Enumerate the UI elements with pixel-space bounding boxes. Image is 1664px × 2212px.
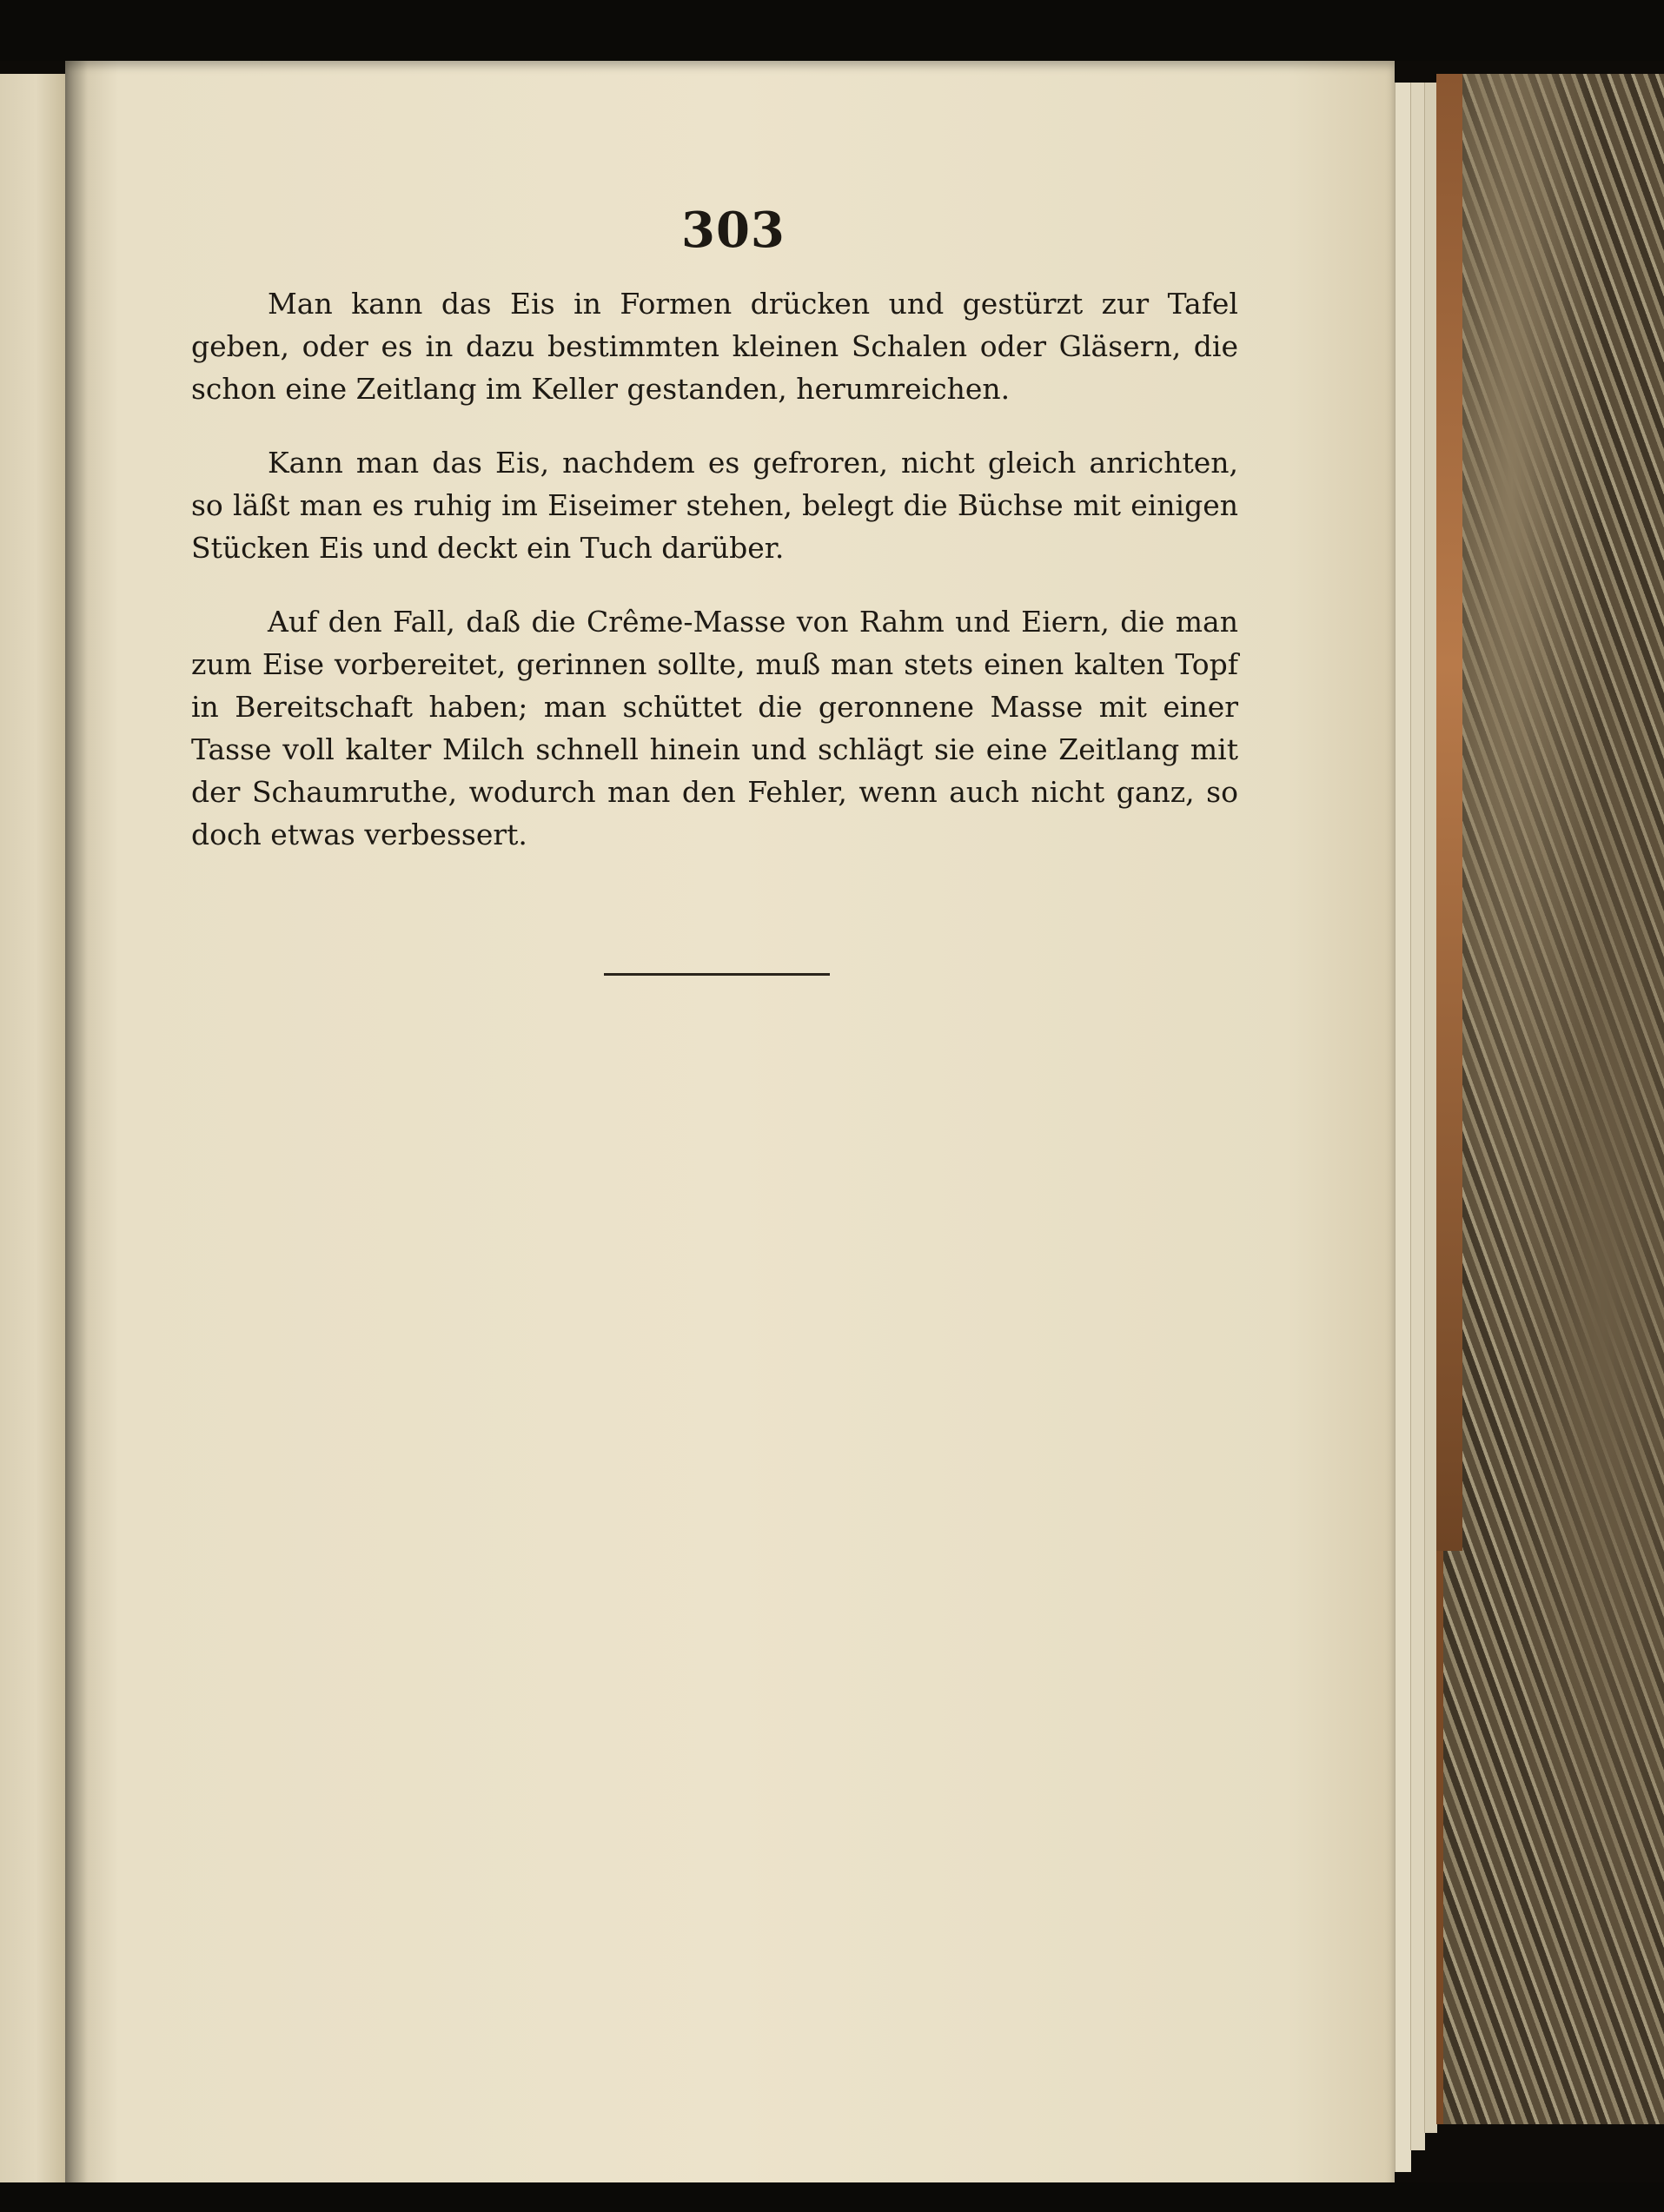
paragraph: Kann man das Eis, nachdem es gefroren, nicht gleich anrichten, so läßt man es ruhig im Eiseimer stehen, belegt die Büchse mit einigen Stücken Eis und deckt ein Tuch darüber.	[191, 446, 1238, 565]
page-number: 303	[681, 202, 786, 259]
leather-spine-strip	[1436, 74, 1462, 1551]
scan-background-bottom	[0, 2182, 1664, 2212]
page-body-text	[191, 282, 1238, 887]
paragraph: Man kann das Eis in Formen drücken und gestürzt zur Tafel geben, oder es in dazu bestimmten kleinen Schalen oder Gläsern, die schon eine Zeitlang im Keller gestanden, herumreichen.	[191, 287, 1238, 406]
scan-background-top	[0, 0, 1664, 61]
page-edge	[1410, 83, 1425, 2150]
page-gutter-shadow	[65, 61, 88, 2212]
left-facing-page-edge	[0, 74, 65, 2211]
paragraph: Auf den Fall, daß die Crême-Masse von Rahm und Eiern, die man zum Eise vorbereitet, gerinnen sollte, muß man stets einen kalten Topf in Bereitschaft haben; man schüttet die geronnene Masse mit einer Tasse voll kalter Milch schnell hinein und schlägt sie eine Zeitlang mit der Schaumruthe, wodurch man den Fehler, wenn auch nicht ganz, so doch etwas verbessert.	[191, 605, 1238, 851]
show-through-rule	[604, 973, 830, 976]
page-edge	[1395, 83, 1411, 2172]
marbled-cover	[1436, 74, 1664, 2124]
page-edge	[1424, 83, 1437, 2133]
